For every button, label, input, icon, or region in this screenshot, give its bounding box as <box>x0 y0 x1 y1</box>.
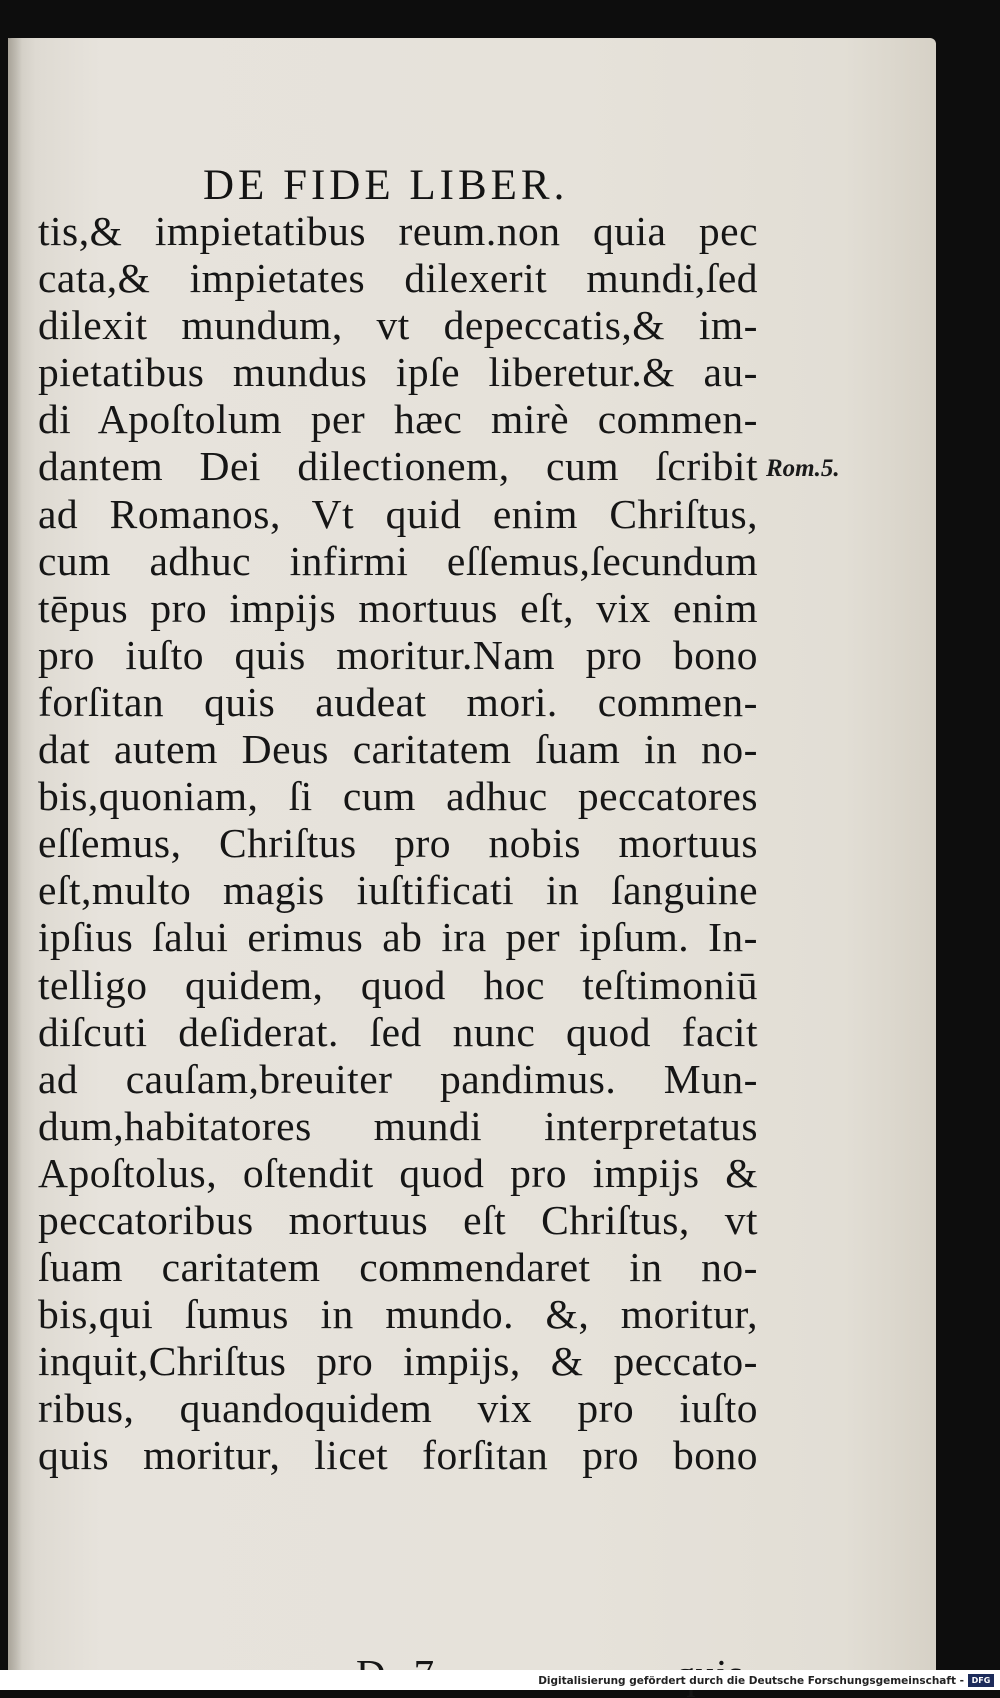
footer-credit: Digitalisierung gefördert durch die Deutsche Forschungsgemeinschaft - <box>538 1675 964 1687</box>
text-line: ad Romanos, Vt quid enim Chriſtus, <box>38 490 758 537</box>
text-line: tis,& impietatibus reum.non quia pec <box>38 208 758 254</box>
text-line: pro iuſto quis moritur.Nam pro bono <box>38 631 758 678</box>
text-line: ipſius ſalui erimus ab ira per ipſum. In- <box>38 914 758 961</box>
text-line: dum,habitatores mundi interpretatus <box>38 1102 758 1149</box>
text-line: telligo quidem, quod hoc teſtimoniū <box>38 961 758 1008</box>
text-line: ad cauſam,breuiter pandimus. Mun- <box>38 1055 758 1102</box>
text-line: quis moritur, licet forſitan pro bono <box>38 1432 758 1479</box>
text-line: dilexit mundum, vt depeccatis,& im- <box>38 302 758 349</box>
text-line: inquit,Chriſtus pro impijs, & peccato- <box>38 1338 758 1385</box>
text-line: cata,& impietates dilexerit mundi,ſed <box>38 255 758 302</box>
text-line: bis,quoniam, ſi cum adhuc peccatores <box>38 773 758 820</box>
book-page <box>8 38 936 1670</box>
text-line: Apoſtolus, oſtendit quod pro impijs & <box>38 1149 758 1196</box>
running-head: DE FIDE LIBER. <box>203 162 569 209</box>
text-line: cum adhuc infirmi eſſemus,ſecundum <box>38 537 758 584</box>
text-line: forſitan quis audeat mori. commen- <box>38 678 758 725</box>
text-line: eſt,multo magis iuſtificati in ſanguine <box>38 867 758 914</box>
marginal-note: Rom.5. <box>766 455 840 482</box>
text-line: bis,qui ſumus in mundo. &, moritur, <box>38 1291 758 1338</box>
footer-bar <box>0 1670 1000 1690</box>
text-line: ſuam caritatem commendaret in no- <box>38 1244 758 1291</box>
text-line: diſcuti deſiderat. ſed nunc quod facit <box>38 1008 758 1055</box>
text-line: peccatoribus mortuus eſt Chriſtus, vt <box>38 1196 758 1243</box>
text-line: dat autem Deus caritatem ſuam in no- <box>38 726 758 773</box>
text-line: eſſemus, Chriſtus pro nobis mortuus <box>38 820 758 867</box>
dfg-logo: DFG <box>968 1674 994 1687</box>
text-line: di Apoſtolum per hæc mirè commen- <box>38 396 758 443</box>
text-line: tēpus pro impijs mortuus eſt, vix enim <box>38 584 758 631</box>
text-line: ribus, quandoquidem vix pro iuſto <box>38 1385 758 1432</box>
text-line: dantem Dei dilectionem, cum ſcribit <box>38 443 758 490</box>
text-line: pietatibus mundus ipſe liberetur.& au- <box>38 349 758 396</box>
body-text <box>38 208 758 1480</box>
